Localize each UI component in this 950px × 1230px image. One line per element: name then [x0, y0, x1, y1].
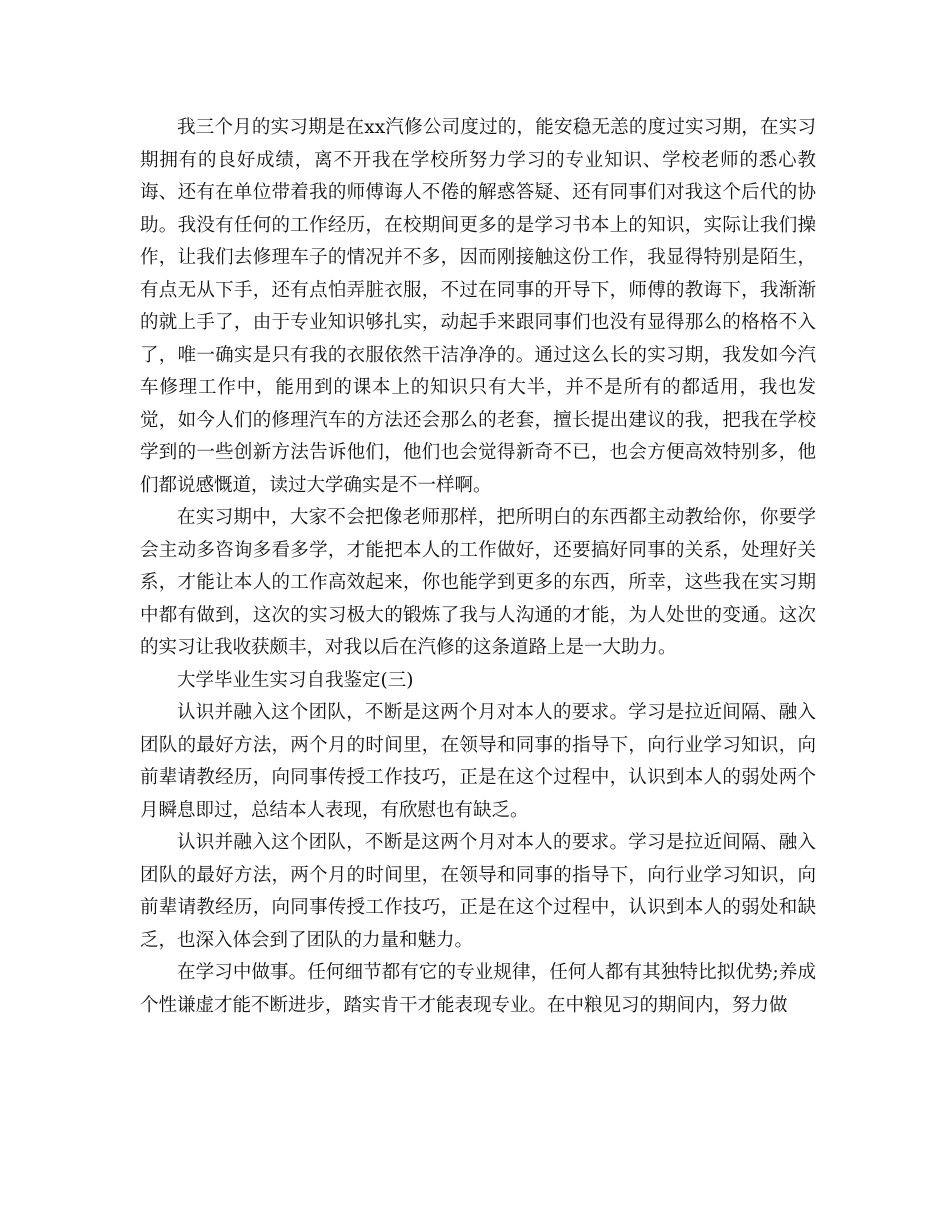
- paragraph-internship-learning: 在实习期中，大家不会把像老师那样，把所明白的东西都主动教给你，你要学会主动多咨询多看多学，才能把本人的工作做好，还要搞好同事的关系，处理好关系，才能让本人的工作高效起来，你也能学到更多的东西，所幸，这些我在实习期中都有做到，这次的实习极大的锻炼了我与人沟通的才能，为人处世的变通。这次的实习让我收获颇丰，对我以后在汽修的这条道路上是一大助力。: [140, 507, 816, 658]
- paragraph-internship-experience: 我三个月的实习期是在xx汽修公司度过的，能安稳无恙的度过实习期，在实习期拥有的良好成绩，离不开我在学校所努力学习的专业知识、学校老师的悉心教诲、还有在单位带着我的师傅诲人不倦的解惑答疑、还有同事们对我这个后代的协助。我没有任何的工作经历，在校期间更多的是学习书本上的知识，实际让我们操作，让我们去修理车子的情况并不多，因而刚接触这份工作，我显得特别是陌生，有点无从下手，还有点怕弄脏衣服，不过在同事的开导下，师傅的教诲下，我渐渐的就上手了，由于专业知识够扎实，动起手来跟同事们也没有显得那么的格格不入了，唯一确实是只有我的衣服依然干洁净净的。通过这么长的实习期，我发如今汽车修理工作中，能用到的课本上的知识只有大半，并不是所有的都适用，我也发觉，如今人们的修理汽车的方法还会那么的老套，擅长提出建议的我，把我在学校学到的一些创新方法告诉他们，他们也会觉得新奇不已，也会方便高效特别多，他们都说感慨道，读过大学确实是不一样啊。: [140, 117, 816, 496]
- paragraph-team-integration-2: 认识并融入这个团队，不断是这两个月对本人的要求。学习是拉近间隔、融入团队的最好方法，两个月的时间里，在领导和同事的指导下，向行业学习知识，向前辈请教经历，向同事传授工作技巧，正是在这个过程中，认识到本人的弱处和缺乏，也深入体会到了团队的力量和魅力。: [140, 832, 816, 951]
- section-heading: 大学毕业生实习自我鉴定(三): [177, 669, 414, 691]
- document-body: [140, 112, 816, 1022]
- paragraph-learning-by-doing: 在学习中做事。任何细节都有它的专业规律，任何人都有其独特比拟优势;养成个性谦虚才能不断进步，踏实肯干才能表现专业。在中粮见习的期间内，努力做: [140, 962, 816, 1016]
- paragraph-team-integration-1: 认识并融入这个团队，不断是这两个月对本人的要求。学习是拉近间隔、融入团队的最好方法，两个月的时间里，在领导和同事的指导下，向行业学习知识，向前辈请教经历，向同事传授工作技巧，正是在这个过程中，认识到本人的弱处两个月瞬息即过，总结本人表现，有欣慰也有缺乏。: [140, 702, 816, 821]
